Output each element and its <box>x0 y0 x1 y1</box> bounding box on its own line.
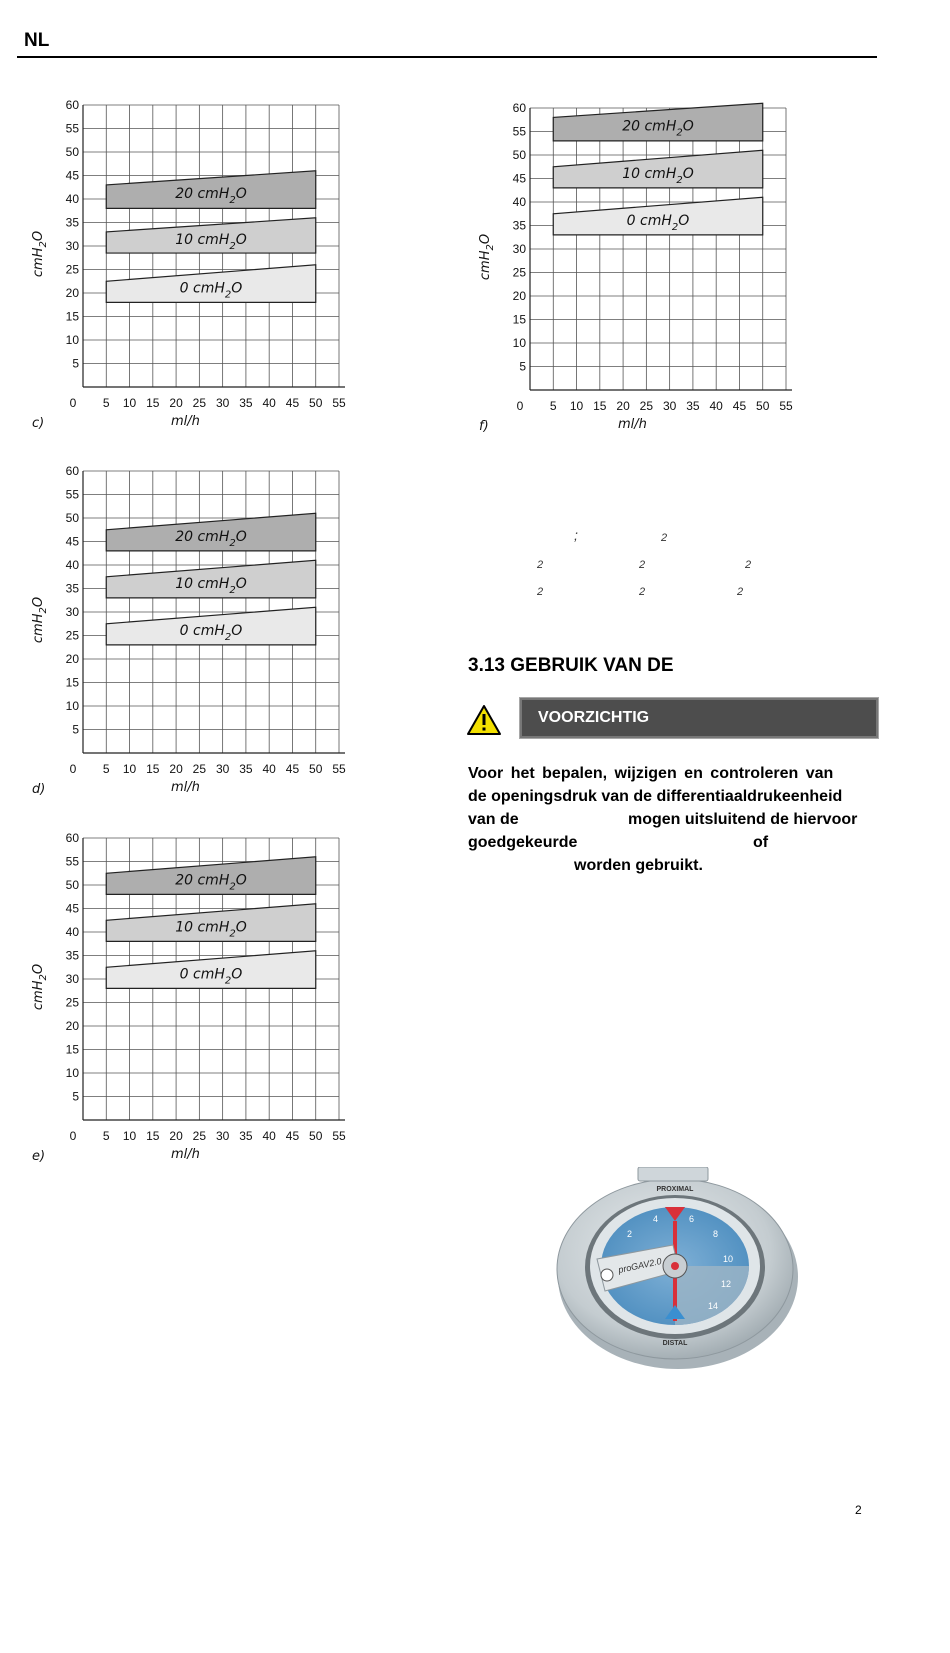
chart-e-x-tick-label: 30 <box>215 1129 230 1143</box>
fragment-subscript: 2 <box>537 559 544 571</box>
fragment-subscript: 2 <box>661 532 668 544</box>
chart-f-x-tick-label: 50 <box>756 399 770 413</box>
chart-c-y-tick-label: 5 <box>72 356 79 371</box>
chart-d-x-tick-label: 0 <box>69 762 77 776</box>
chart-f-panel-letter: f) <box>479 419 489 434</box>
chart-f <box>475 101 815 453</box>
chart-e-x-tick-label: 40 <box>262 1129 276 1143</box>
chart-c-y-tick-label: 45 <box>65 168 79 183</box>
chart-c-x-tick-label: 15 <box>146 396 160 410</box>
chart-c-band-label: 10 cmH$_2$O <box>175 231 247 252</box>
chart-f-x-axis-label: ml/h <box>617 417 647 432</box>
device-brand: proGAV2.0 <box>617 1256 663 1275</box>
chart-f-y-tick-label: 25 <box>512 265 526 280</box>
chart-c-y-axis-label: cmH$_2$O <box>31 230 49 278</box>
chart-f-band-label: 0 cmH$_2$O <box>626 213 690 234</box>
chart-e-x-tick-label: 20 <box>169 1129 183 1143</box>
chart-d-x-tick-label: 10 <box>122 762 137 776</box>
chart-d-y-tick-label: 25 <box>65 628 79 643</box>
chart-d-y-tick-label: 60 <box>65 464 79 478</box>
chart-e-x-tick-label: 55 <box>332 1129 346 1143</box>
chart-f-y-tick-label: 55 <box>512 124 526 139</box>
chart-c-x-tick-label: 20 <box>169 396 183 410</box>
chart-d-x-tick-label: 40 <box>262 762 276 776</box>
chart-c-x-tick-label: 40 <box>262 396 276 410</box>
chart-c-y-tick-label: 35 <box>65 215 79 230</box>
chart-c-x-tick-label: 5 <box>102 396 110 410</box>
chart-c-x-tick-label: 0 <box>69 396 77 410</box>
chart-c-x-tick-label: 10 <box>122 396 137 410</box>
chart-f-x-tick-label: 0 <box>516 399 524 413</box>
chart-c-y-tick-label: 55 <box>65 121 79 136</box>
paragraph-line-4b: of <box>753 834 769 851</box>
chart-e-y-tick-label: 60 <box>65 831 79 845</box>
chart-f-band-label: 10 cmH$_2$O <box>622 166 694 187</box>
page-number: 2 <box>855 1503 862 1517</box>
chart-d-svg <box>28 464 368 816</box>
chart-c-y-tick-label: 25 <box>65 262 79 277</box>
chart-c-x-tick-label: 45 <box>285 396 300 410</box>
chart-c-y-tick-label: 60 <box>65 98 79 112</box>
chart-d-band-label: 0 cmH$_2$O <box>179 623 243 644</box>
chart-f-y-tick-label: 30 <box>512 242 526 256</box>
chart-f-x-tick-label: 10 <box>569 399 584 413</box>
chart-f-y-tick-label: 5 <box>519 359 526 374</box>
device-scale-8: 8 <box>713 1229 719 1239</box>
paragraph-line-3b: mogen uitsluitend de hiervoor <box>628 811 858 828</box>
chart-c-x-tick-label: 30 <box>215 396 230 410</box>
chart-c-svg <box>28 98 368 450</box>
chart-e-x-tick-label: 25 <box>192 1129 207 1143</box>
caution-label: VOORZICHTIG <box>538 709 650 726</box>
chart-c-y-tick-label: 15 <box>65 309 79 324</box>
chart-d-y-tick-label: 55 <box>65 487 79 502</box>
chart-e-y-tick-label: 30 <box>65 972 79 986</box>
chart-e-x-axis-label: ml/h <box>170 1147 200 1162</box>
caution-banner <box>519 697 879 739</box>
device-scale-4: 4 <box>653 1214 659 1224</box>
chart-c-y-tick-label: 50 <box>65 145 79 159</box>
device-scale-14: 14 <box>708 1301 719 1311</box>
chart-f-y-tick-label: 40 <box>512 195 526 209</box>
chart-d-y-tick-label: 10 <box>65 699 79 713</box>
chart-f-y-tick-label: 45 <box>512 171 526 186</box>
chart-f-y-tick-label: 50 <box>512 148 526 162</box>
chart-c <box>28 98 368 450</box>
chart-d-x-tick-label: 20 <box>169 762 183 776</box>
chart-c-x-tick-label: 35 <box>239 396 253 410</box>
chart-e-x-tick-label: 45 <box>285 1129 300 1143</box>
device-scale-10: 10 <box>723 1254 734 1264</box>
fragment-subscript: 2 <box>639 559 646 571</box>
chart-f-band-label: 20 cmH$_2$O <box>622 118 694 139</box>
chart-e-y-tick-label: 35 <box>65 948 79 963</box>
chart-f-y-tick-label: 20 <box>512 289 526 303</box>
chart-f-grid <box>530 108 792 390</box>
chart-d-x-axis-label: ml/h <box>170 780 200 795</box>
chart-f-y-tick-label: 15 <box>512 312 526 327</box>
chart-d-y-tick-label: 35 <box>65 581 79 596</box>
chart-f-x-tick-label: 25 <box>639 399 654 413</box>
header-rule <box>17 56 877 58</box>
chart-c-y-tick-label: 30 <box>65 239 79 253</box>
chart-d-x-tick-label: 30 <box>215 762 230 776</box>
chart-d-panel-letter: d) <box>32 782 46 797</box>
device-bottom-label: DISTAL <box>662 1340 688 1347</box>
chart-d-y-tick-label: 50 <box>65 511 79 525</box>
chart-d-band-label: 20 cmH$_2$O <box>175 529 247 550</box>
section-title: 3.13 GEBRUIK VAN DE <box>468 655 674 676</box>
chart-e <box>28 831 368 1183</box>
chart-e-y-axis-label: cmH$_2$O <box>31 963 49 1011</box>
fragment-subscript: 2 <box>537 586 544 598</box>
device-scale-6: 6 <box>689 1214 695 1224</box>
chart-f-x-tick-label: 5 <box>549 399 557 413</box>
chart-e-y-tick-label: 10 <box>65 1066 79 1080</box>
chart-d-y-tick-label: 40 <box>65 558 79 572</box>
chart-d-band-label: 10 cmH$_2$O <box>175 576 247 597</box>
chart-d-y-tick-label: 20 <box>65 652 79 666</box>
chart-e-panel-letter: e) <box>32 1149 46 1164</box>
chart-c-x-tick-label: 55 <box>332 396 346 410</box>
chart-d-x-tick-label: 25 <box>192 762 207 776</box>
chart-e-x-tick-label: 10 <box>122 1129 137 1143</box>
chart-f-y-tick-label: 60 <box>512 101 526 115</box>
paragraph-line-3a: van de <box>468 811 519 828</box>
paragraph-line-1: Voor het bepalen, wijzigen en controleren van <box>468 765 834 782</box>
chart-f-x-tick-label: 15 <box>593 399 607 413</box>
progav-adjustment-device-illustration <box>553 1167 803 1372</box>
chart-c-x-tick-label: 25 <box>192 396 207 410</box>
chart-e-x-tick-label: 0 <box>69 1129 77 1143</box>
chart-c-band-label: 20 cmH$_2$O <box>175 186 247 207</box>
chart-e-y-tick-label: 20 <box>65 1019 79 1033</box>
chart-d-x-tick-label: 35 <box>239 762 253 776</box>
chart-f-x-tick-label: 40 <box>709 399 723 413</box>
chart-f-x-tick-label: 30 <box>662 399 677 413</box>
chart-c-panel-letter: c) <box>32 416 45 431</box>
chart-d-x-tick-label: 55 <box>332 762 346 776</box>
chart-e-y-tick-label: 45 <box>65 901 79 916</box>
chart-f-y-tick-label: 10 <box>512 336 526 350</box>
device-scale-12: 12 <box>721 1279 732 1289</box>
chart-c-x-axis-label: ml/h <box>170 414 200 429</box>
chart-e-x-tick-label: 50 <box>309 1129 323 1143</box>
chart-c-band-label: 0 cmH$_2$O <box>179 280 243 301</box>
chart-d-y-tick-label: 15 <box>65 675 79 690</box>
device-scale-2: 2 <box>627 1229 633 1239</box>
chart-e-y-tick-label: 5 <box>72 1089 79 1104</box>
paragraph-line-5: worden gebruikt. <box>574 857 703 874</box>
chart-e-x-tick-label: 15 <box>146 1129 160 1143</box>
chart-e-band-label: 10 cmH$_2$O <box>175 919 247 940</box>
chart-c-y-tick-label: 10 <box>65 333 79 347</box>
chart-d-y-tick-label: 45 <box>65 534 79 549</box>
chart-d-x-tick-label: 15 <box>146 762 160 776</box>
chart-c-x-tick-label: 50 <box>309 396 323 410</box>
chart-d-x-tick-label: 50 <box>309 762 323 776</box>
chart-f-x-tick-label: 35 <box>686 399 700 413</box>
chart-d-y-tick-label: 30 <box>65 605 79 619</box>
chart-f-y-axis-label: cmH$_2$O <box>478 233 496 281</box>
chart-f-y-tick-label: 35 <box>512 218 526 233</box>
chart-f-svg <box>475 101 815 453</box>
chart-f-x-tick-label: 45 <box>732 399 747 413</box>
paragraph-line-2: de openingsdruk van de differentiaaldrukeenheid <box>468 788 843 805</box>
chart-e-y-tick-label: 25 <box>65 995 79 1010</box>
chart-f-x-tick-label: 55 <box>779 399 793 413</box>
device-top-label: PROXIMAL <box>656 1186 694 1193</box>
chart-e-y-tick-label: 55 <box>65 854 79 869</box>
fragment-subscript: 2 <box>639 586 646 598</box>
chart-e-band-label: 20 cmH$_2$O <box>175 872 247 893</box>
chart-d-x-tick-label: 45 <box>285 762 300 776</box>
fragment-subscript: 2 <box>745 559 752 571</box>
chart-d-y-tick-label: 5 <box>72 722 79 737</box>
chart-e-x-tick-label: 35 <box>239 1129 253 1143</box>
chart-c-y-tick-label: 40 <box>65 192 79 206</box>
chart-d <box>28 464 368 816</box>
warning-icon <box>466 704 502 736</box>
chart-d-x-tick-label: 5 <box>102 762 110 776</box>
language-code: NL <box>24 30 50 51</box>
chart-e-band-label: 0 cmH$_2$O <box>179 966 243 987</box>
chart-d-y-axis-label: cmH$_2$O <box>31 596 49 644</box>
fragment-subscript: 2 <box>737 586 744 598</box>
chart-c-y-tick-label: 20 <box>65 286 79 300</box>
chart-e-y-tick-label: 50 <box>65 878 79 892</box>
chart-e-svg <box>28 831 368 1183</box>
chart-f-x-tick-label: 20 <box>616 399 630 413</box>
fragment-semicolon: ; <box>574 527 578 543</box>
chart-e-y-tick-label: 40 <box>65 925 79 939</box>
chart-e-y-tick-label: 15 <box>65 1042 79 1057</box>
paragraph-line-4a: goedgekeurde <box>468 834 578 851</box>
chart-e-x-tick-label: 5 <box>102 1129 110 1143</box>
